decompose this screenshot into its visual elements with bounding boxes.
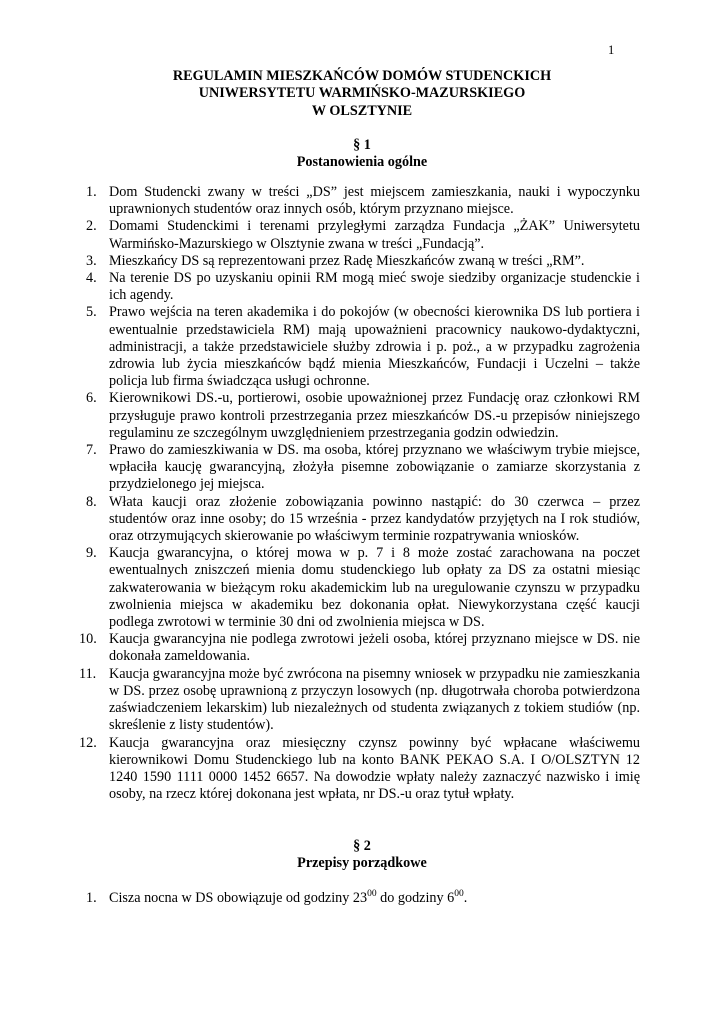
list-item-text: Domami Studenckimi i terenami przyległymi zarządza Fundacja „ŻAK” Uniwersytetu Warmińsko-Mazurskiego w Olsztynie zwana w treści „Fundacją”. bbox=[109, 218, 640, 252]
document-title bbox=[0, 68, 724, 120]
list-item-text: Kierownikowi DS.-u, portierowi, osobie upoważnionej przez Fundację oraz członkowi RM przysługuje prawo kontroli przestrzegania przez mieszkańców DS.-u przepisów niniejszego regulaminu ze szczególnym uwzględnieniem przestrzegania godzin odwiedzin. bbox=[109, 390, 640, 441]
list-item: 12. Kaucja gwarancyjna oraz miesięczny czynsz powinny być wpłacane właściwemu kierownikowi Domu Studenckiego lub na konto BANK PEKAO S.A. I O/OLSZTYN 12 1240 1590 1111 0000 1452 6657. Na dowodzie wpłaty należy zaznaczyć nazwisko i imię osoby, na rzecz której dokonana jest wpłata, nr DS.-u oraz tytuł wpłaty. bbox=[79, 734, 640, 803]
list-item-text: Mieszkańcy DS są reprezentowani przez Radę Mieszkańców zwaną w treści „RM”. bbox=[109, 252, 585, 269]
list-item: 11. Kaucja gwarancyjna może być zwrócona na pisemny wniosek w przypadku nie zamieszkania w DS. przez osobę uprawnioną z przyczyn losowych (np. długotrwała choroba potwierdzona zaświadczeniem lekarskim) lub niezależnych od studenta związanych z tokiem studiów (np. skreślenie z listy studentów). bbox=[79, 665, 640, 734]
page-number: 1 bbox=[608, 43, 615, 57]
list-item: 1. Cisza nocna w DS obowiązuje od godziny $23^{00}$ do godziny $6^{00}$. bbox=[86, 889, 468, 906]
list-item: 3. Mieszkańcy DS są reprezentowani przez Radę Mieszkańców zwaną w treści „RM”. bbox=[86, 252, 585, 269]
list-item: 1. Dom Studencki zwany w treści „DS” jest miejscem zamieszkania, nauki i wypoczynku uprawnionych studentów oraz innych osób, którym przyznano miejsce. bbox=[86, 184, 640, 218]
section-1-heading: Postanowienia ogólne bbox=[296, 154, 428, 171]
list-item-text: Kaucja gwarancyjna, o której mowa w p. 7 i 8 może zostać zarachowana na poczet ewentualnych zniszczeń mienia domu studenckiego lub opłaty za DS za ostatni miesiąc zakwaterowania w bieżącym roku akademickim lub na uregulowanie czynszu w przypadku zwolnienia miejsca w akademiku bez dokonania opłat. Niewykorzystana część kaucji podlega zwrotowi w terminie 30 dni od zwolnienia miejsca w DS. bbox=[109, 545, 640, 631]
list-item-text: Cisza nocna w DS obowiązuje od godziny $23^{00}$ do godziny $6^{00}$. bbox=[109, 889, 468, 906]
section-2-header bbox=[0, 838, 724, 873]
section-1-header bbox=[0, 137, 724, 172]
section-2-list bbox=[79, 890, 640, 907]
title-line-3: W OLSZTYNIE bbox=[311, 102, 413, 119]
section-1-list bbox=[79, 184, 640, 803]
list-item: 7. Prawo do zamieszkiwania w DS. ma osoba, której przyznano we właściwym trybie miejsce, wpłaciła kaucję gwarancyjną, złożyła pisemne zobowiązanie o zamiarze skorzystania z przydzielonego jej miejsca. bbox=[86, 442, 640, 493]
list-item-text: Prawo wejścia na teren akademika i do pokojów (w obecności kierownika DS lub portiera i ewentualnie przedstawiciela RM) mają upoważnieni pracownicy naukowo-dydaktyczni, administracji, a także przedstawiciele służby zdrowia i p. poż., a w przypadku zagrożenia zdrowia lub życia mieszkańców bądź mienia Mieszkańców, Fundacji i Uczelni – także policja lub firma świadcząca usługi ochronne. bbox=[109, 304, 640, 390]
list-item-text: Kaucja gwarancyjna nie podlega zwrotowi jeżeli osoba, której przyznano miejsce w DS. nie dokonała zameldowania. bbox=[109, 631, 640, 665]
section-1-number: § 1 bbox=[353, 137, 371, 153]
list-item: 10. Kaucja gwarancyjna nie podlega zwrotowi jeżeli osoba, której przyznano miejsce w DS. nie dokonała zameldowania. bbox=[79, 631, 640, 665]
list-item: 5. Prawo wejścia na teren akademika i do pokojów (w obecności kierownika DS lub portiera i ewentualnie przedstawiciela RM) mają upoważnieni pracownicy naukowo-dydaktyczni, administracji, a także przedstawiciele służby zdrowia i p. poż., a w przypadku zagrożenia zdrowia lub życia mieszkańców bądź mienia Mieszkańców, Fundacji i Uczelni – także policja lub firma świadcząca usługi ochronne. bbox=[86, 304, 640, 390]
list-item-text: Kaucja gwarancyjna oraz miesięczny czynsz powinny być wpłacane właściwemu kierownikowi Domu Studenckiego lub na konto BANK PEKAO S.A. I O/OLSZTYN 12 1240 1590 1111 0000 1452 6657. Na dowodzie wpłaty należy zaznaczyć nazwisko i imię osoby, na rzecz której dokonana jest wpłata, nr DS.-u oraz tytuł wpłaty. bbox=[109, 734, 640, 803]
list-item: 2. Domami Studenckimi i terenami przyległymi zarządza Fundacja „ŻAK” Uniwersytetu Warmińsko-Mazurskiego w Olsztynie zwana w treści „Fundacją”. bbox=[86, 218, 640, 252]
list-item-text: Na terenie DS po uzyskaniu opinii RM mogą mieć swoje siedziby organizacje studenckie i ich agendy. bbox=[109, 270, 640, 304]
list-item-text: Prawo do zamieszkiwania w DS. ma osoba, której przyznano we właściwym trybie miejsce, wpłaciła kaucję gwarancyjną, złożyła pisemne zobowiązanie o zamiarze skorzystania z przydzielonego jej miejsca. bbox=[109, 442, 640, 493]
list-item: 8. Włata kaucji oraz złożenie zobowiązania powinno nastąpić: do 30 czerwca – przez studentów oraz inne osoby; do 15 września - przez kandydatów przyjętych na I rok studiów, oraz otrzymujących skierowanie po właściwym terminie rozpatrywania wniosków. bbox=[86, 493, 640, 545]
list-item: 6. Kierownikowi DS.-u, portierowi, osobie upoważnionej przez Fundację oraz członkowi RM przysługuje prawo kontroli przestrzegania przez mieszkańców DS.-u przepisów niniejszego regulaminu ze szczególnym uwzględnieniem przestrzegania godzin odwiedzin. bbox=[86, 390, 640, 441]
section-2-number: § 2 bbox=[353, 838, 371, 854]
list-item-text: Dom Studencki zwany w treści „DS” jest miejscem zamieszkania, nauki i wypoczynku uprawnionych studentów oraz innych osób, którym przyznano miejsce. bbox=[109, 184, 640, 218]
title-line-2: UNIWERSYTETU WARMIŃSKO-MAZURSKIEGO bbox=[198, 85, 526, 102]
list-item-text: Włata kaucji oraz złożenie zobowiązania powinno nastąpić: do 30 czerwca – przez studentów oraz inne osoby; do 15 września - przez kandydatów przyjętych na I rok studiów, oraz otrzymujących skierowanie po właściwym terminie rozpatrywania wniosków. bbox=[109, 493, 640, 545]
list-item: 9. Kaucja gwarancyjna, o której mowa w p. 7 i 8 może zostać zarachowana na poczet ewentualnych zniszczeń mienia domu studenckiego lub opłaty za DS za ostatni miesiąc zakwaterowania w bieżącym roku akademickim lub na uregulowanie czynszu w przypadku zwolnienia miejsca w akademiku bez dokonania opłat. Niewykorzystana część kaucji podlega zwrotowi w terminie 30 dni od zwolnienia miejsca w DS. bbox=[86, 545, 640, 631]
section-2-heading: Przepisy porządkowe bbox=[297, 855, 427, 872]
time-superscript: 00 bbox=[367, 889, 377, 899]
list-item: 4. Na terenie DS po uzyskaniu opinii RM mogą mieć swoje siedziby organizacje studenckie i ich agendy. bbox=[86, 270, 640, 304]
time-superscript: 00 bbox=[454, 889, 464, 899]
title-line-1: REGULAMIN MIESZKAŃCÓW DOMÓW STUDENCKICH bbox=[172, 68, 552, 84]
list-item-text: Kaucja gwarancyjna może być zwrócona na pisemny wniosek w przypadku nie zamieszkania w DS. przez osobę uprawnioną z przyczyn losowych (np. długotrwała choroba potwierdzona zaświadczeniem lekarskim) lub niezależnych od studenta związanych z tokiem studiów (np. skreślenie z listy studentów). bbox=[109, 665, 640, 734]
